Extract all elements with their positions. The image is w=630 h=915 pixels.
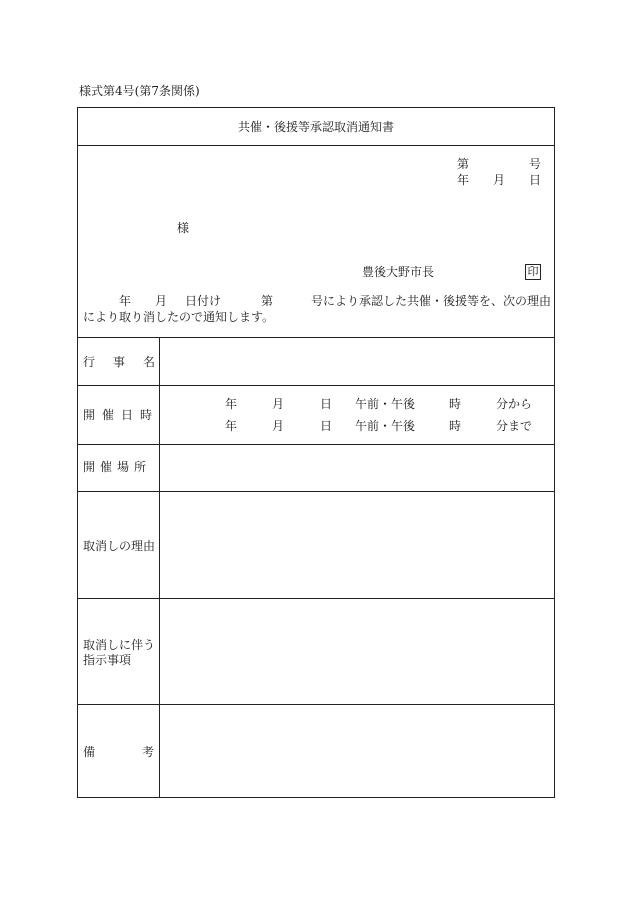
label-venue: 開 催 場 所 (83, 460, 147, 474)
addressee-suffix: 様 (177, 221, 190, 235)
label-datetime: 開 催 日 時 (83, 408, 153, 422)
divider (78, 385, 554, 386)
dt-end-tail: 分まで (496, 419, 533, 433)
dt-end-year: 年 (225, 419, 238, 433)
label-event-name: 行 事 名 (83, 355, 156, 369)
label-instructions-1: 取消しに伴う (83, 638, 156, 652)
seal-mark (525, 264, 541, 280)
body-line-2: により取り消したので通知します。 (83, 310, 275, 324)
form-title: 共催・後援等承認取消通知書 (237, 120, 394, 134)
divider (78, 704, 554, 705)
label-column-divider (159, 337, 160, 797)
dt-start-hour: 時 (449, 397, 462, 411)
dt-start-ampm: 午前・午後 (355, 397, 416, 411)
divider (78, 598, 554, 599)
label-instructions-2: 指示事項 (83, 653, 132, 667)
body-rest: 号により承認した共催・後援等を、次の理由 (311, 294, 552, 308)
seal-icon: 印 (525, 264, 541, 280)
dt-end-day: 日 (320, 419, 333, 433)
doc-number-go: 号 (529, 157, 542, 171)
body-dated: 日付け (185, 294, 222, 308)
label-remarks: 備 考 (83, 745, 155, 759)
dt-start-year: 年 (225, 397, 238, 411)
divider (78, 337, 554, 338)
label-reason: 取消しの理由 (83, 539, 156, 553)
form-id: 様式第4号(第7条関係) (79, 84, 200, 98)
dt-end-ampm: 午前・午後 (355, 419, 416, 433)
issuer-name: 豊後大野市長 (362, 265, 435, 279)
dt-end-month: 月 (272, 419, 285, 433)
divider (78, 145, 554, 146)
doc-number-dai: 第 (457, 157, 470, 171)
dt-end-hour: 時 (449, 419, 462, 433)
notice-form (77, 107, 555, 798)
dt-start-tail: 分から (496, 397, 533, 411)
date-month: 月 (493, 173, 506, 187)
body-month: 月 (155, 294, 168, 308)
body-year: 年 (119, 294, 132, 308)
dt-start-month: 月 (272, 397, 285, 411)
date-day: 日 (529, 173, 542, 187)
date-year: 年 (457, 173, 470, 187)
divider (78, 444, 554, 445)
dt-start-day: 日 (320, 397, 333, 411)
body-dai: 第 (261, 294, 274, 308)
divider (78, 491, 554, 492)
